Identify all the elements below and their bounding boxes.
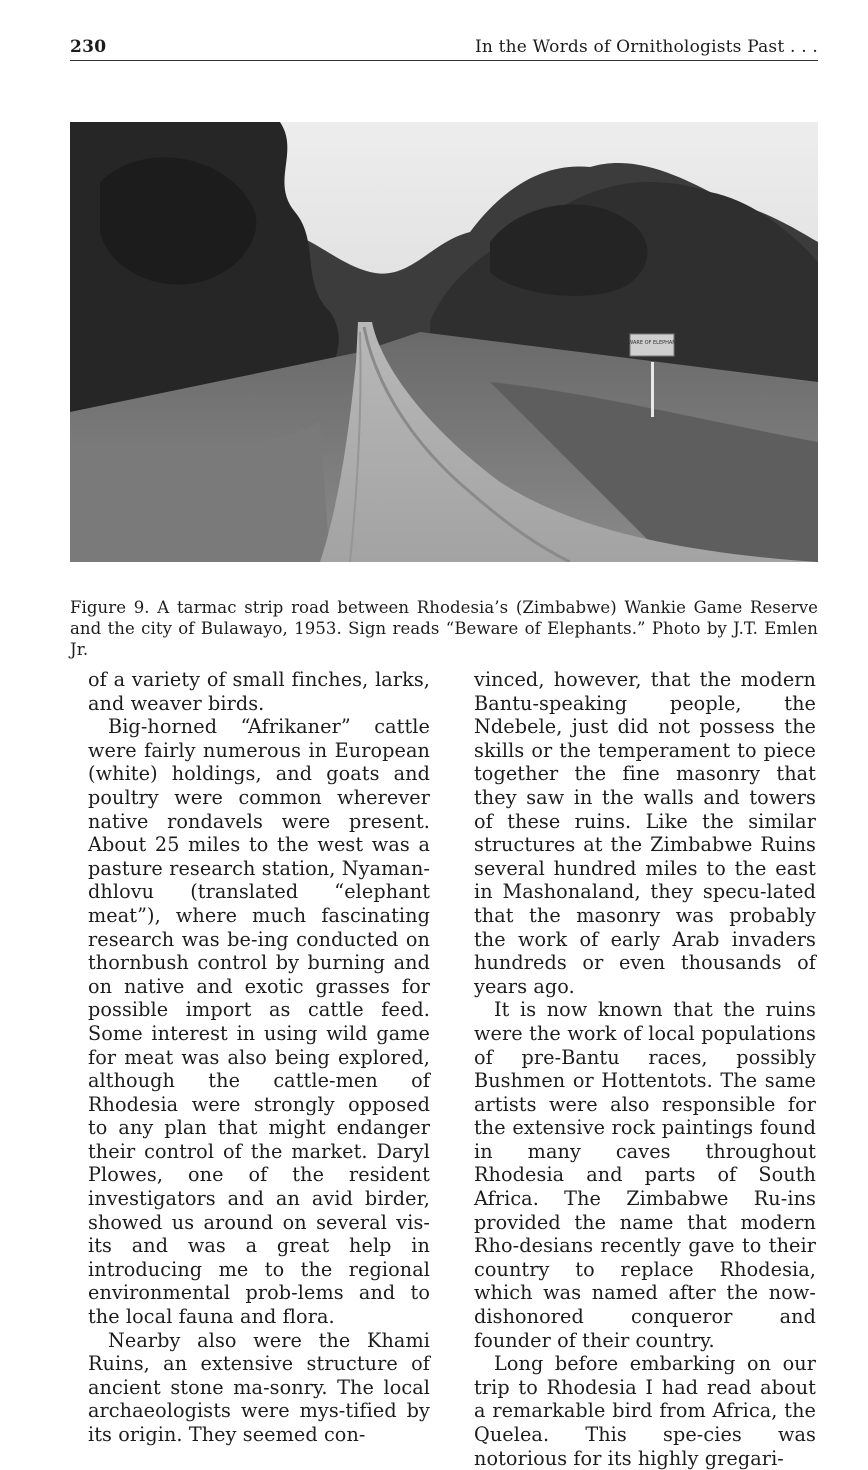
paragraph: of a variety of small finches, larks, and weaver birds.	[88, 668, 430, 715]
running-title: In the Words of Ornithologists Past . . .	[474, 37, 818, 57]
paragraph: vinced, however, that the modern Bantu-speaking people, the Ndebele, just did not possess the skills or the temperament to piece together the fine masonry that they saw in the walls and towers of these ruins. Like the similar structures at the Zimbabwe Ruins several hundred miles to the east in Mashonaland, they specu-lated that the masonry was probably the work of early Arab invaders hundreds or even thousands of years ago.	[474, 668, 816, 998]
page-number: 230	[70, 37, 107, 57]
header-rule	[70, 60, 818, 61]
sign-text: BEWARE OF ELEPHANTS	[621, 340, 683, 346]
right-text-column	[474, 668, 816, 1470]
paragraph: It is now known that the ruins were the work of local populations of pre-Bantu races, possibly Bushmen or Hottentots. The same artists were also responsible for the extensive rock paintings found in many caves throughout Rhodesia and parts of South Africa. The Zimbabwe Ru-ins provided the name that modern Rho-desians recently gave to their country to replace Rhodesia, which was named after the now-dishonored conqueror and founder of their country.	[474, 998, 816, 1352]
figure-caption: Figure 9. A tarmac strip road between Rhodesia’s (Zimbabwe) Wankie Game Reserve and the city of Bulawayo, 1953. Sign reads “Beware of Elephants.” Photo by J.T. Emlen Jr.	[70, 598, 818, 659]
paragraph: Big-horned “Afrikaner” cattle were fairly numerous in European (white) holdings, and goats and poultry were common wherever native rondavels were present. About 25 miles to the west was a pasture research station, Nyaman-dhlovu (translated “elephant meat”), where much fascinating research was be-ing conducted on thornbush control by burning and on native and exotic grasses for possible import as cattle feed. Some interest in using wild game for meat was also being explored, although the cattle-men of Rhodesia were strongly opposed to any plan that might endanger their control of the market. Daryl Plowes, one of the resident investigators and an avid birder, showed us around on several vis-its and was a great help in introducing me to the regional environmental prob-lems and to the local fauna and flora.	[88, 715, 430, 1329]
paragraph: Nearby also were the Khami Ruins, an extensive structure of ancient stone ma-sonry. The local archaeologists were mys-tified by its origin. They seemed con-	[88, 1328, 430, 1446]
paragraph: Long before embarking on our trip to Rhodesia I had read about a remarkable bird from Africa, the Quelea. This spe-cies was notorious for its highly gregari-	[474, 1352, 816, 1470]
left-text-column	[88, 668, 430, 1447]
figure-photo-road	[70, 122, 818, 562]
